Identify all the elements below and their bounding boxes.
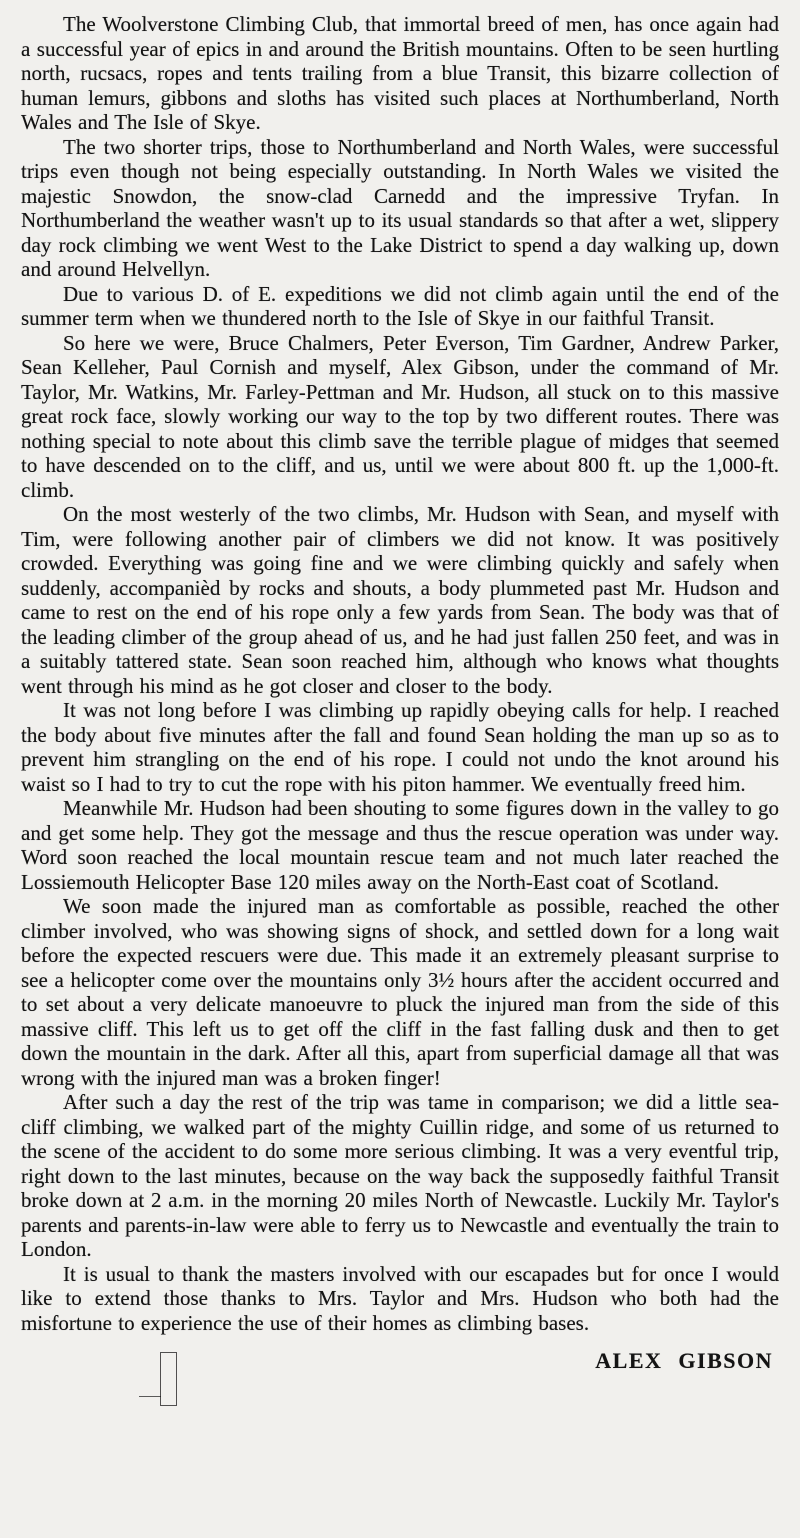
paragraph: It is usual to thank the masters involved with our escapades but for once I would like to extend those thanks to Mrs. Taylor and Mrs. Hudson who both had the misfortune to experience the use of their homes as climbing bases.: [21, 1261, 779, 1335]
author-signature: ALEX GIBSON: [595, 1348, 773, 1373]
paragraph: Due to various D. of E. expeditions we did not climb again until the end of the summer term when we thundered north to the Isle of Skye in our faithful Transit.: [21, 281, 779, 330]
paragraph: Meanwhile Mr. Hudson had been shouting to some figures down in the valley to go and get some help. They got the message and thus the rescue operation was under way. Word soon reached the local mountain rescue team and not much later reached the Lossiemouth Helicopter Base 120 miles away on the North-East coat of Scotland.: [21, 796, 779, 894]
paragraph: After such a day the rest of the trip was tame in comparison; we did a little sea-cliff climbing, we walked part of the mighty Cuillin ridge, and some of us returned to the scene of the accident to do some more serious climbing. It was a very eventful trip, right down to the last minutes, because on the way back the supposedly faithful Transit broke down at 2 a.m. in the morning 20 miles North of Newcastle. Luckily Mr. Taylor's parents and parents-in-law were able to ferry us to Newcastle and eventually the train to London.: [21, 1090, 779, 1261]
paragraph: On the most westerly of the two climbs, Mr. Hudson with Sean, and myself with Tim, were following another pair of climbers we did not know. It was positively crowded. Everything was going fine and we were climbing quickly and safely when suddenly, accompanièd by rocks and shouts, a body plummeted past Mr. Hudson and came to rest on the end of his rope only a few yards from Sean. The body was that of the leading climber of the group ahead of us, and he had just fallen 250 feet, and was in a suitably tattered state. Sean soon reached him, although who knows what thoughts went through his mind as he got closer and closer to the body.: [21, 502, 779, 698]
paragraph: So here we were, Bruce Chalmers, Peter Everson, Tim Gardner, Andrew Parker, Sean Kelleher, Paul Cornish and myself, Alex Gibson, under the command of Mr. Taylor, Mr. Watkins, Mr. Farley-Pettman and Mr. Hudson, all stuck on to this massive great rock face, slowly working our way to the top by two different routes. There was nothing special to note about this climb save the terrible plague of midges that seemed to have descended on to the cliff, and us, until we were about 800 ft. up the 1,000-ft. climb.: [21, 330, 779, 502]
paragraph: We soon made the injured man as comfortable as possible, reached the other climber involved, who was showing signs of shock, and settled down for a long wait before the expected rescuers were due. This made it an extremely pleasant surprise to see a helicopter come over the mountains only 3½ hours after the accident occurred and to set about a very delicate manoeuvre to pluck the injured man from the side of this massive cliff. This left us to get off the cliff in the fast falling dusk and then to get down the mountain in the dark. After all this, apart from superficial damage all that was wrong with the injured man was a broken finger!: [21, 894, 779, 1090]
paragraph: The Woolverstone Climbing Club, that immortal breed of men, has once again had a successful year of epics in and around the British mountains. Often to be seen hurtling north, rucsacs, ropes and tents trailing from a blue Transit, this bizarre collection of human lemurs, gibbons and sloths has visited such places at Northumberland, North Wales and The Isle of Skye.: [21, 12, 779, 134]
paragraph: The two shorter trips, those to Northumberland and North Wales, were successful trips even though not being especially outstanding. In North Wales we visited the majestic Snowdon, the snow-clad Carnedd and the impressive Tryfan. In Northumberland the weather wasn't up to its usual standards so that after a wet, slippery day rock climbing we went West to the Lake District to spend a day walking up, down and around Helvellyn.: [21, 134, 779, 281]
scan-cursor-artifact: [160, 1352, 177, 1406]
paragraph: It was not long before I was climbing up rapidly obeying calls for help. I reached the body about five minutes after the fall and found Sean holding the man up so as to prevent him strangling on the end of his rope. I could not undo the knot around his waist so I had to try to cut the rope with his piton hammer. We eventually freed him.: [21, 698, 779, 796]
